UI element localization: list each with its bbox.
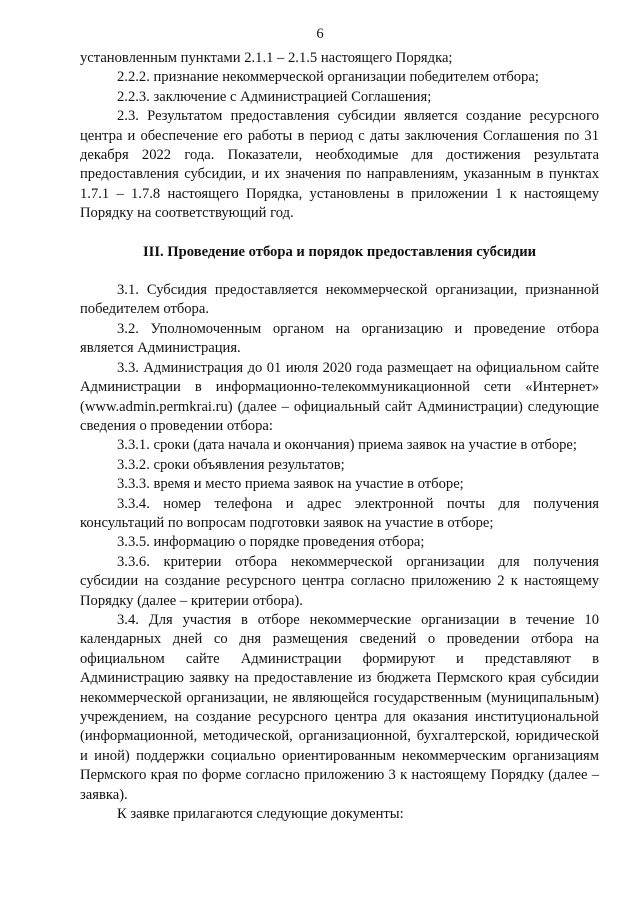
paragraph-p-3-3-2: 3.3.2. сроки объявления результатов; (117, 456, 345, 473)
paragraph-p-3-4: 3.4. Для участия в отборе некоммерческие организации в течение 10 календарных дней со дня размещения сведений о проведении отбора на официальном сайте Администрации формируют и представляют в Администрацию заявку на предоставление из бюджета Пермского края субсидии некоммерческой организации, не являющейся государственным (муниципальным) учреждением, на создание ресурсного центра для оказания институциональной (информационной, методической, организационной, бухгалтерской, юридической и иной) поддержки социально ориентированным некоммерческим организациям Пермского края по форме согласно приложению 3 к настоящему Порядку (далее – заявка). (80, 611, 599, 803)
paragraph-p-3-3-6: 3.3.6. критерии отбора некоммерческой организации для получения субсидии на создание ресурсного центра согласно приложению 2 к настоящему Порядку (далее – критерии отбора). (80, 553, 599, 609)
paragraph-p-3-2: 3.2. Уполномоченным органом на организацию и проведение отбора является Администрация. (80, 320, 599, 357)
paragraph-p-3-3-1: 3.3.1. сроки (дата начала и окончания) приема заявок на участие в отборе; (117, 437, 577, 454)
spacer (80, 224, 599, 243)
paragraph-p-documents: К заявке прилагаются следующие документы: (117, 806, 404, 823)
top-paragraphs (80, 49, 599, 224)
bottom-paragraphs (80, 281, 599, 824)
page-number: 6 (316, 26, 324, 42)
section-heading: III. Проведение отбора и порядок предоставления субсидии (142, 243, 537, 260)
spacer (80, 262, 599, 281)
paragraph-p-3-1: 3.1. Субсидия предоставляется некоммерческой организации, признанной победителем отбора. (80, 282, 599, 318)
paragraph-p-2-2-3: 2.2.3. заключение с Администрацией Соглашения; (117, 88, 432, 105)
document-body (80, 49, 599, 824)
paragraph-p-3-3: 3.3. Администрация до 01 июля 2020 года размещает на официальном сайте Администрации в информационно-телекоммуникационной сети «Интернет» (www.admin.permkrai.ru) (далее – официальный сайт Администрации) следующие сведения о проведении отбора: (80, 359, 599, 434)
paragraph-p-3-3-4: 3.3.4. номер телефона и адрес электронной почты для получения консультаций по вопросам подготовки заявок на участие в отборе; (80, 495, 599, 531)
paragraph-p-2-2-1-tail: установленным пунктами 2.1.1 – 2.1.5 настоящего Порядка; (80, 50, 453, 66)
paragraph-p-2-2-2: 2.2.2. признание некоммерческой организации победителем отбора; (117, 69, 539, 86)
paragraph-p-3-3-5: 3.3.5. информацию о порядке проведения отбора; (117, 534, 425, 551)
paragraph-p-3-3-3: 3.3.3. время и место приема заявок на участие в отборе; (117, 476, 464, 493)
paragraph-p-2-3: 2.3. Результатом предоставления субсидии является создание ресурсного центра и обеспечение его работы в период с даты заключения Соглашения по 31 декабря 2022 года. Показатели, необходимые для достижения результата предоставления субсидии, и их значения по направлениям, указанным в пунктах 1.7.1 – 1.7.8 настоящего Порядка, установлены в приложении 1 к настоящему Порядку на соответствующий год. (80, 108, 599, 222)
